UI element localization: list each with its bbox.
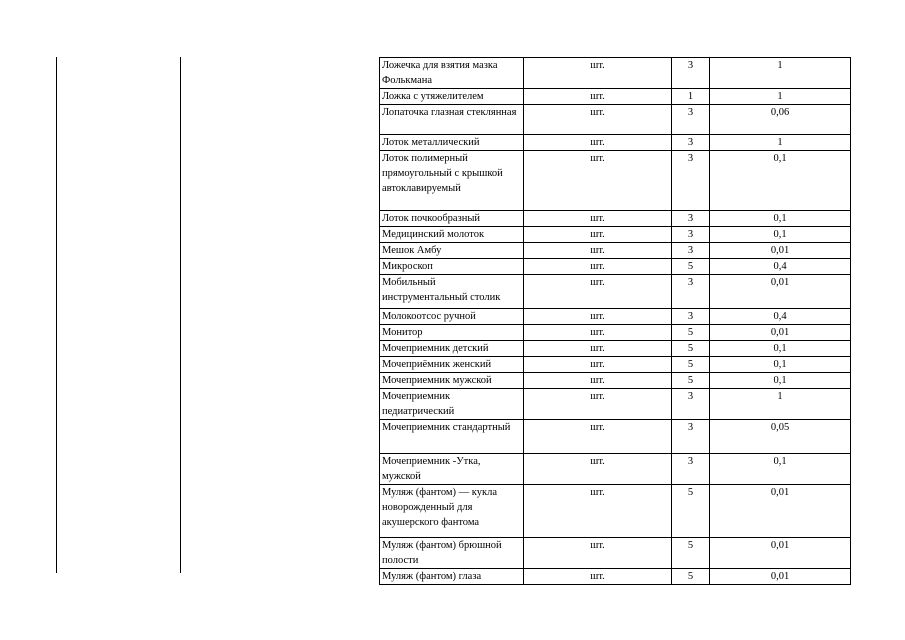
- cell-qty: 3: [672, 275, 710, 309]
- cell-name: Мочеприемник стандартный: [380, 420, 524, 454]
- table-row: [380, 357, 851, 373]
- cell-unit: шт.: [524, 357, 672, 373]
- cell-coef: 0,1: [710, 227, 851, 243]
- cell-unit: шт.: [524, 151, 672, 211]
- cell-coef: 1: [710, 135, 851, 151]
- table-row: [380, 275, 851, 309]
- cell-coef: 0,1: [710, 211, 851, 227]
- cell-qty: 3: [672, 420, 710, 454]
- cell-coef: 0,1: [710, 454, 851, 485]
- cell-name: Лоток полимерный прямоугольный с крышкой автоклавируемый: [380, 151, 524, 211]
- table-row: [380, 227, 851, 243]
- cell-name: Монитор: [380, 325, 524, 341]
- cell-name: Мобильный инструментальный столик: [380, 275, 524, 309]
- cell-coef: 0,1: [710, 373, 851, 389]
- table-row: [380, 243, 851, 259]
- table-row: [380, 538, 851, 569]
- cell-name: Мешок Амбу: [380, 243, 524, 259]
- cell-coef: 0,01: [710, 243, 851, 259]
- cell-unit: шт.: [524, 135, 672, 151]
- cell-name: Лоток металлический: [380, 135, 524, 151]
- cell-name: Лопаточка глазная стеклянная: [380, 105, 524, 135]
- cell-unit: шт.: [524, 538, 672, 569]
- cell-coef: 0,01: [710, 485, 851, 538]
- cell-qty: 3: [672, 211, 710, 227]
- table-row: [380, 89, 851, 105]
- cell-coef: 0,01: [710, 325, 851, 341]
- cell-unit: шт.: [524, 211, 672, 227]
- cell-name: Микроскоп: [380, 259, 524, 275]
- table-row: [380, 454, 851, 485]
- cell-qty: 3: [672, 151, 710, 211]
- table-row: [380, 151, 851, 211]
- cell-unit: шт.: [524, 89, 672, 105]
- table-row: [380, 309, 851, 325]
- cell-name: Ложечка для взятия мазка Фолькмана: [380, 58, 524, 89]
- table-row: [380, 373, 851, 389]
- cell-unit: шт.: [524, 373, 672, 389]
- equipment-table: [379, 57, 851, 585]
- equipment-table-body: [380, 58, 851, 585]
- cell-coef: 0,01: [710, 275, 851, 309]
- cell-qty: 5: [672, 569, 710, 585]
- cell-unit: шт.: [524, 569, 672, 585]
- left-column-rule: [56, 57, 57, 573]
- cell-qty: 3: [672, 58, 710, 89]
- cell-coef: 1: [710, 58, 851, 89]
- table-row: [380, 58, 851, 89]
- cell-coef: 0,4: [710, 309, 851, 325]
- middle-column-rule: [180, 57, 181, 573]
- table-row: [380, 569, 851, 585]
- cell-name: Муляж (фантом) брюшной полости: [380, 538, 524, 569]
- table-row: [380, 259, 851, 275]
- cell-name: Мочеприемник детский: [380, 341, 524, 357]
- table-row: [380, 135, 851, 151]
- cell-qty: 3: [672, 454, 710, 485]
- table-row: [380, 325, 851, 341]
- cell-coef: 0,1: [710, 341, 851, 357]
- cell-coef: 0,1: [710, 151, 851, 211]
- cell-qty: 5: [672, 357, 710, 373]
- table-row: [380, 389, 851, 420]
- cell-qty: 5: [672, 341, 710, 357]
- cell-unit: шт.: [524, 341, 672, 357]
- cell-name: Медицинский молоток: [380, 227, 524, 243]
- cell-qty: 1: [672, 89, 710, 105]
- cell-name: Муляж (фантом) — кукла новорожденный для акушерского фантома: [380, 485, 524, 538]
- cell-unit: шт.: [524, 275, 672, 309]
- cell-qty: 3: [672, 227, 710, 243]
- cell-unit: шт.: [524, 227, 672, 243]
- cell-name: Мочеприемник -Утка, мужской: [380, 454, 524, 485]
- cell-name: Молокоотсос ручной: [380, 309, 524, 325]
- cell-qty: 3: [672, 135, 710, 151]
- cell-qty: 3: [672, 243, 710, 259]
- cell-name: Мочеприёмник женский: [380, 357, 524, 373]
- cell-qty: 3: [672, 389, 710, 420]
- cell-unit: шт.: [524, 309, 672, 325]
- cell-unit: шт.: [524, 259, 672, 275]
- cell-unit: шт.: [524, 485, 672, 538]
- cell-unit: шт.: [524, 105, 672, 135]
- cell-unit: шт.: [524, 389, 672, 420]
- table-row: [380, 485, 851, 538]
- cell-coef: 0,01: [710, 538, 851, 569]
- table-row: [380, 341, 851, 357]
- cell-qty: 5: [672, 259, 710, 275]
- cell-name: Ложка с утяжелителем: [380, 89, 524, 105]
- cell-coef: 0,01: [710, 569, 851, 585]
- cell-unit: шт.: [524, 58, 672, 89]
- cell-name: Мочеприемник педиатрический: [380, 389, 524, 420]
- cell-unit: шт.: [524, 454, 672, 485]
- table-row: [380, 211, 851, 227]
- cell-name: Муляж (фантом) глаза: [380, 569, 524, 585]
- cell-qty: 5: [672, 538, 710, 569]
- cell-coef: 0,05: [710, 420, 851, 454]
- cell-coef: 1: [710, 89, 851, 105]
- cell-unit: шт.: [524, 325, 672, 341]
- cell-unit: шт.: [524, 243, 672, 259]
- cell-name: Мочеприемник мужской: [380, 373, 524, 389]
- cell-coef: 0,4: [710, 259, 851, 275]
- table-row: [380, 105, 851, 135]
- cell-name: Лоток почкообразный: [380, 211, 524, 227]
- cell-coef: 0,1: [710, 357, 851, 373]
- cell-qty: 5: [672, 325, 710, 341]
- cell-qty: 3: [672, 309, 710, 325]
- cell-unit: шт.: [524, 420, 672, 454]
- cell-coef: 0,06: [710, 105, 851, 135]
- cell-qty: 5: [672, 373, 710, 389]
- cell-qty: 3: [672, 105, 710, 135]
- cell-coef: 1: [710, 389, 851, 420]
- table-row: [380, 420, 851, 454]
- cell-qty: 5: [672, 485, 710, 538]
